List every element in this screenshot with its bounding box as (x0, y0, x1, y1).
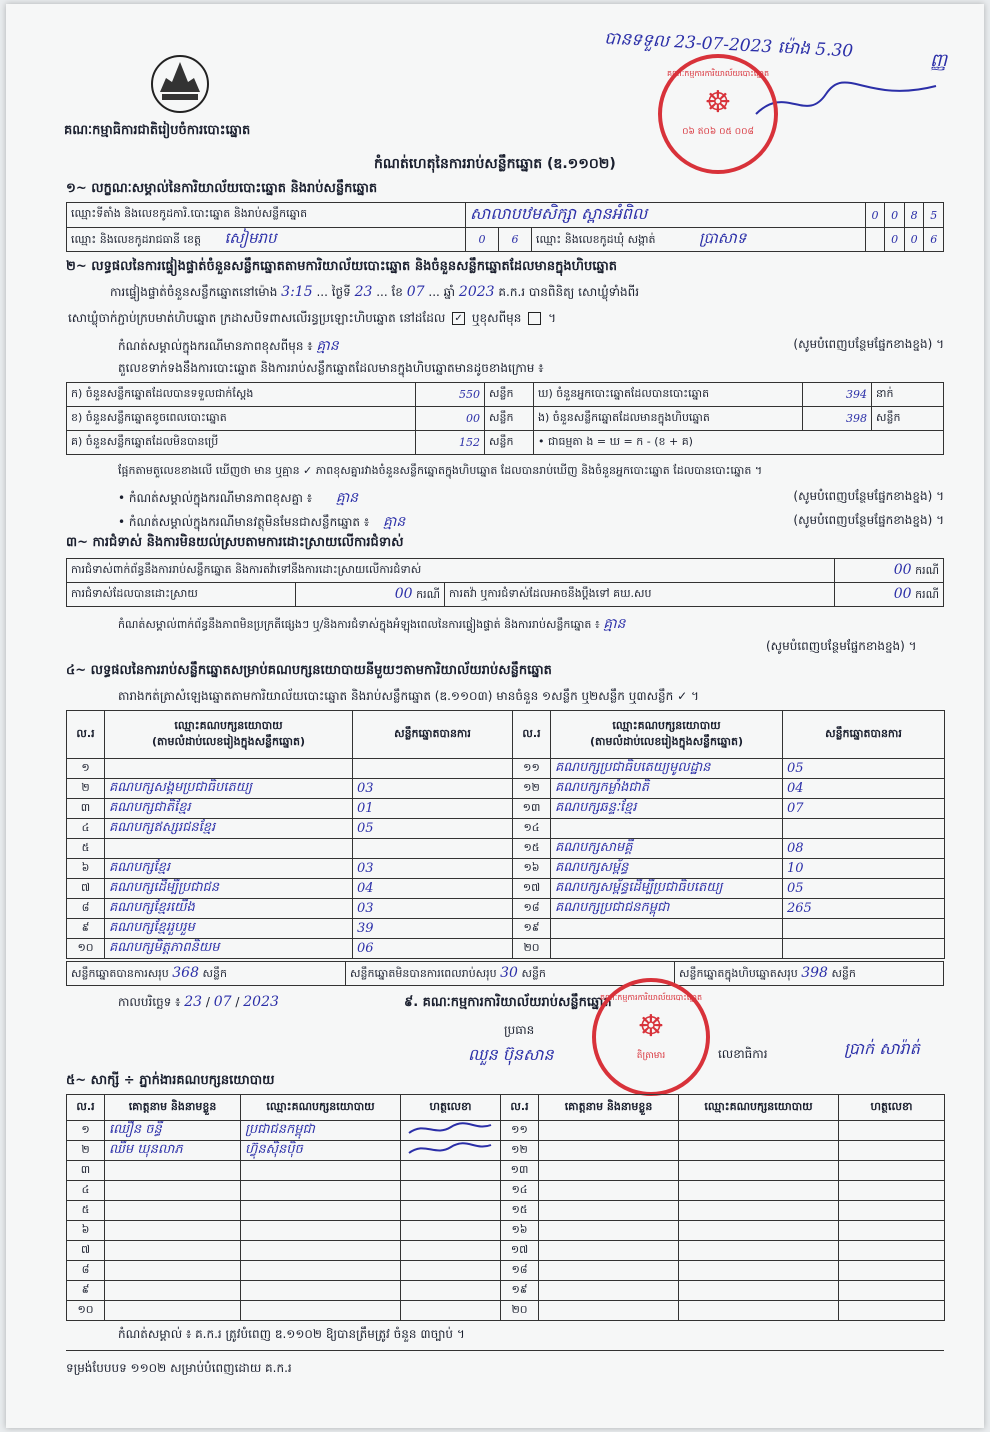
code-digit: 0 (904, 228, 924, 252)
code-digit: 5 (924, 203, 944, 228)
official-seal-top: គណៈកម្មការការិយាល័យបោះឆ្នោត ☸ ០៦ ឥ០៦ ០៥ ០០៨ (658, 54, 778, 174)
vote-count: 265 (783, 899, 945, 919)
witness-signature (839, 1261, 945, 1281)
section2-figures-table (66, 382, 944, 455)
w-col-party: ឈ្មោះគណបក្សនយោបាយ (679, 1095, 839, 1121)
col-party-header: ឈ្មោះគណបក្សនយោបាយ (តាមលំដាប់លេខរៀងក្នុងសន្លឹកឆ្នោត) (551, 711, 783, 759)
total-in-box: សន្លឹកឆ្នោតក្នុងហិបឆ្នោតសរុប 398 សន្លឹក (675, 962, 944, 986)
witness-signature (839, 1301, 945, 1321)
w-col-party: ឈ្មោះគណបក្សនយោបាយ (241, 1095, 401, 1121)
witness-party (679, 1181, 839, 1201)
vote-count: 03 (353, 779, 513, 799)
figure-unit: សន្លឹក (872, 407, 944, 431)
col-votes-header: សន្លឹកឆ្នោតបានការ (353, 711, 513, 759)
table-row (67, 1221, 945, 1241)
table-row (67, 799, 945, 819)
witness-party (679, 1121, 839, 1141)
code-digit: 8 (904, 203, 924, 228)
section2-line2: សោឃ្លុំចាក់ភ្ជាប់ក្របមាត់ហិបឆ្នោត ក្រដាសបិទពាសលើរន្ធប្រឡោះហិបឆ្នោត នៅដដែល ✓ ឬខុសពីមុន ។ (68, 311, 556, 325)
witness-name (539, 1241, 679, 1261)
witness-signature (401, 1141, 501, 1161)
party-name (551, 919, 783, 939)
party-name: គណបក្សខ្មែរយើង (105, 899, 353, 919)
result-date: កាលបរិច្ឆេទ ៖ 23 / 07 / 2023 (118, 994, 279, 1010)
row-number: ១៤ (513, 819, 551, 839)
witness-party (679, 1161, 839, 1181)
vote-count: 06 (353, 939, 513, 959)
vote-count: 07 (783, 799, 945, 819)
vote-count: 05 (783, 759, 945, 779)
witness-name (105, 1201, 241, 1221)
row-number: ១០ (67, 1301, 105, 1321)
figure-value: 550 (416, 383, 485, 407)
code-digit: 0 (885, 228, 905, 252)
section3-note-suffix: (សូមបំពេញបន្ថែមផ្នែកខាងខ្នង) ។ (766, 639, 917, 653)
vote-count (353, 839, 513, 859)
vote-count: 39 (353, 919, 513, 939)
code-digit: 0 (865, 203, 885, 228)
checkbox-same: ✓ (452, 312, 465, 325)
witness-party (241, 1221, 401, 1241)
table-row (67, 759, 945, 779)
row-number: ៨ (67, 1261, 105, 1281)
witness-name (539, 1301, 679, 1321)
row-number: ១៦ (513, 859, 551, 879)
row-number: ១៨ (513, 899, 551, 919)
vote-count (783, 819, 945, 839)
witness-party (241, 1181, 401, 1201)
row-number: ១៥ (501, 1201, 539, 1221)
witness-signature (839, 1201, 945, 1221)
party-name: គណបក្សខ្មែរ (105, 859, 353, 879)
row-number: ៣ (67, 1161, 105, 1181)
witness-name (105, 1301, 241, 1321)
row-number: ១៣ (501, 1161, 539, 1181)
figure-label: ឃ) ចំនួនអ្នកបោះឆ្នោតដែលបានបោះឆ្នោត (534, 383, 803, 407)
figure-value: 398 (803, 407, 872, 431)
vote-count: 03 (353, 899, 513, 919)
footer-note: កំណត់សម្គាល់ ៖ គ.ក.រ ត្រូវបំពេញ ឌ.១១០២ ឱ្យបានត្រឹមត្រូវ ចំនួន ៣ច្បាប់ ។ (118, 1327, 465, 1341)
row-number: ១៧ (513, 879, 551, 899)
witness-signature (839, 1281, 945, 1301)
witness-party (679, 1241, 839, 1261)
section2-title: ២~ លទ្ធផលនៃការផ្ទៀងផ្ទាត់ចំនួនសន្លឹកឆ្នោតតាមការិយាល័យបោះឆ្នោត និងចំនួនសន្លឹកឆ្នោតដែលមានក្នុងហិបឆ្នោត (66, 259, 617, 274)
section3-title: ៣~ ការជំទាស់ និងការមិនយល់ស្របតាមការដោះស្រាយលើការជំទាស់ (66, 535, 404, 550)
witness-name: ឈឿន ចន្ធី (105, 1121, 241, 1141)
party-name: គណបក្សខ្មែររួបរួម (105, 919, 353, 939)
witness-party (679, 1141, 839, 1161)
section2-line1: ការផ្ទៀងផ្ទាត់ចំនួនសន្លឹកឆ្នោតនៅម៉ោង 3:15 ... ថ្ងៃទី 23 ... ខែ 07 ... ឆ្នាំ 2023 គ.ក.រ បានពិនិត្យ សោឃ្លុំទាំងពីរ (110, 284, 640, 300)
row-number: ២ (67, 1141, 105, 1161)
form-title: កំណត់ហេតុនៃការរាប់សន្លឹកឆ្នោត (ឌ.១១០២) (374, 156, 616, 172)
figure-label: ក) ចំនួនសន្លឹកឆ្នោតដែលបានទទួលជាក់ស្តែង (67, 383, 416, 407)
vote-count: 01 (353, 799, 513, 819)
row-number: ១៣ (513, 799, 551, 819)
w-col-sig: ហត្ថលេខា (401, 1095, 501, 1121)
chair-label: ប្រធាន (504, 1023, 535, 1037)
witness-name (105, 1241, 241, 1261)
row-number: ៤ (67, 819, 105, 839)
witness-name (539, 1121, 679, 1141)
witness-signature (401, 1201, 501, 1221)
total-invalid: សន្លឹកឆ្នោតមិនបានការពេលរាប់សរុប 30 សន្លឹក (346, 962, 675, 986)
section2-line3: កំណត់សម្គាល់ក្នុងករណីមានភាពខុសពីមុន ៖ គ្មាន (សូមបំពេញបន្ថែមផ្នែកខាងខ្នង) ។ (118, 337, 944, 354)
code-digit: 0 (885, 203, 905, 228)
row-number: ៨ (67, 899, 105, 919)
section4-totals (66, 961, 944, 986)
witness-signature (401, 1221, 501, 1241)
formula-note: • ជាធម្មតា ង = ឃ = ក - (ខ + គ) (534, 431, 944, 455)
resolved-count: 00 ករណី (296, 583, 445, 607)
row-number: ១១ (501, 1121, 539, 1141)
row2-commune: ឈ្មោះ និងលេខកូដឃុំ សង្កាត់ ប្រាសាទ (532, 228, 866, 252)
row-number: ៩ (67, 919, 105, 939)
code-digit: 6 (924, 228, 944, 252)
table-row (67, 819, 945, 839)
party-name: គណបក្សសង្គមប្រជាធិបតេយ្យ (105, 779, 353, 799)
witness-signature (401, 1161, 501, 1181)
resolved-label: ការជំទាស់ដែលបានដោះស្រាយ (67, 583, 296, 607)
table-row (67, 1201, 945, 1221)
vote-count (783, 919, 945, 939)
vote-count: 04 (783, 779, 945, 799)
table-row (67, 1241, 945, 1261)
received-note: បានទទួល 23-07-2023 ម៉ោង 5.30 (603, 28, 854, 62)
figure-value: 152 (416, 431, 485, 455)
form-page (6, 4, 984, 1428)
witness-signature (839, 1161, 945, 1181)
witness-name (539, 1221, 679, 1241)
row1-label: ឈ្មោះទីតាំង និងលេខកូដការិ.បោះឆ្នោត និងរាប់សន្លឹកឆ្នោត (67, 203, 466, 228)
row-number: ១៩ (513, 919, 551, 939)
witness-party (241, 1241, 401, 1261)
witness-signature (401, 1301, 501, 1321)
row-number: ១៩ (501, 1281, 539, 1301)
party-name: គណបក្សសម្ព័ន្ធ (551, 859, 783, 879)
party-name: គណបក្សសាមគ្គី (551, 839, 783, 859)
witness-name (105, 1281, 241, 1301)
party-name (551, 819, 783, 839)
table-row (67, 1161, 945, 1181)
row-number: ៩ (67, 1281, 105, 1301)
section4-title: ៤~ លទ្ធផលនៃការរាប់សន្លឹកឆ្នោតសម្រាប់គណបក្សនយោបាយនីមួយៗតាមការិយាល័យរាប់សន្លឹកឆ្នោត (66, 663, 552, 678)
w-col-name: គោត្តនាម និងនាមខ្លួន (105, 1095, 241, 1121)
table-row (67, 1181, 945, 1201)
witness-name (539, 1261, 679, 1281)
table-row (67, 1141, 945, 1161)
witness-party: ប្រជាជនកម្ពុជា (241, 1121, 401, 1141)
row-number: ១៥ (513, 839, 551, 859)
figure-unit: សន្លឹក (485, 407, 534, 431)
section5-witness-table (66, 1094, 945, 1321)
section4-results-table (66, 710, 945, 959)
witness-name (105, 1161, 241, 1181)
section3-table (66, 558, 944, 607)
row-number: ៦ (67, 859, 105, 879)
row-number: ១ (67, 1121, 105, 1141)
row-number: ១៦ (501, 1221, 539, 1241)
witness-name (105, 1221, 241, 1241)
figure-unit: សន្លឹក (485, 383, 534, 407)
row-number: ៣ (67, 799, 105, 819)
section5-title: ៥~ សាក្សី ÷ ភ្នាក់ងារគណបក្សនយោបាយ (66, 1073, 275, 1088)
figure-label: គ) ចំនួនសន្លឹកឆ្នោតដែលមិនបានប្រើ (67, 431, 416, 455)
witness-party (679, 1261, 839, 1281)
witness-signature (401, 1241, 501, 1261)
table-row (67, 1261, 945, 1281)
w-col-no: ល.រ (67, 1095, 105, 1121)
checkbox-changed (528, 312, 541, 325)
total-valid: សន្លឹកឆ្នោតបានការសរុប 368 សន្លឹក (67, 962, 346, 986)
witness-party: ហ៊្វុនស៊ិនប៉ិច (241, 1141, 401, 1161)
witness-signature (839, 1181, 945, 1201)
figure-unit: នាក់ (872, 383, 944, 407)
witness-name (539, 1281, 679, 1301)
row-number: ២ (67, 779, 105, 799)
col-no-header: ល.រ (513, 711, 551, 759)
w-col-name: គោត្តនាម និងនាមខ្លួន (539, 1095, 679, 1121)
witness-name (539, 1141, 679, 1161)
witness-name (105, 1181, 241, 1201)
table-row (67, 1121, 945, 1141)
row-number: ១៤ (501, 1181, 539, 1201)
witness-name (105, 1261, 241, 1281)
table-row (67, 899, 945, 919)
witness-name: ឈឹម ឃុនលាភ (105, 1141, 241, 1161)
row1-value: សាលាបឋមសិក្សា ស្ពានអំពិល (470, 204, 648, 223)
compare-line: ផ្អែកតាមតួលេខខាងលើ ឃើញថា មាន ឬគ្មាន ✓ ភាពខុសគ្នារវាងចំនួនសន្លឹកឆ្នោតក្នុងហិបឆ្នោត ដែលបានរាប់ឃើញ និងចំនួនអ្នកបោះឆ្នោត ដែលបានបោះឆ្នោត ។ (118, 464, 763, 477)
row-number: ២០ (501, 1301, 539, 1321)
col-votes-header: សន្លឹកឆ្នោតបានការ (783, 711, 945, 759)
vote-count: 05 (353, 819, 513, 839)
angkor-emblem-icon (144, 48, 216, 118)
party-name: គណបក្សឆន្ទៈខ្មែរ (551, 799, 783, 819)
figure-unit: សន្លឹក (485, 431, 534, 455)
note1: • កំណត់សម្គាល់ក្នុងករណីមានភាពខុសគ្នា ៖ គ្មាន (សូមបំពេញបន្ថែមផ្នែកខាងខ្នង) ។ (118, 489, 944, 506)
witness-signature (401, 1261, 501, 1281)
w-col-no: ល.រ (501, 1095, 539, 1121)
secretary-signature: ប្រាក់ សារ៉ាត់ (844, 1039, 920, 1058)
chair-signature: ឈួន ប៊ុនសាន (468, 1045, 554, 1064)
row-number: ៧ (67, 879, 105, 899)
w-col-sig: ហត្ថលេខា (839, 1095, 945, 1121)
section2-line4: តួលេខទាក់ទងនឹងការបោះឆ្នោត និងការរាប់សន្លឹកឆ្នោតដែលមានក្នុងហិបឆ្នោតមានដូចខាងក្រោម ៖ (118, 361, 544, 375)
witness-name (539, 1201, 679, 1221)
section1-title: ១~ លក្ខណៈសម្គាល់នៃការិយាល័យបោះឆ្នោត និងរាប់សន្លឹកឆ្នោត (66, 181, 378, 196)
row-number: ១ (67, 759, 105, 779)
vote-count: 10 (783, 859, 945, 879)
witness-party (241, 1161, 401, 1181)
row-number: ៧ (67, 1241, 105, 1261)
vote-count (353, 759, 513, 779)
table-row (67, 839, 945, 859)
party-name (105, 839, 353, 859)
section1-table (66, 202, 944, 252)
code-digit: 0 (466, 228, 499, 252)
party-name: គណបក្សជាតិខ្មែរ (105, 799, 353, 819)
witness-party (679, 1201, 839, 1221)
vote-count: 08 (783, 839, 945, 859)
witness-name (539, 1161, 679, 1181)
section3-note: កំណត់សម្គាល់ពាក់ព័ន្ធនឹងភាពមិនប្រក្រតីផ្សេងៗ ឬ/និងការជំទាស់ក្នុងអំឡុងពេលនៃការផ្ទៀងផ្ទាត់ និងការរាប់សន្លឹកឆ្នោត ៖ គ្មាន (118, 616, 626, 632)
row2-label: ឈ្មោះ និងលេខកូដរាជធានី ខេត្ត សៀមរាប (67, 228, 466, 252)
witness-party (679, 1281, 839, 1301)
figure-value: 00 (416, 407, 485, 431)
official-seal-bottom: គណៈកម្មការការិយាល័យបោះឆ្នោត ☸ តិត្រាមារ (592, 978, 710, 1096)
table-row (67, 879, 945, 899)
party-name: គណបក្សឥស្សរជនខ្មែរ (105, 819, 353, 839)
objection-label: ការជំទាស់ពាក់ព័ន្ធនឹងការរាប់សន្លឹកឆ្នោត និងការតវ៉ាទៅនឹងការដោះស្រាយលើការជំទាស់ (67, 559, 835, 583)
party-name: គណបក្សមិត្តភាពនិយម (105, 939, 353, 959)
party-name (551, 939, 783, 959)
table-row (67, 779, 945, 799)
witness-signature (401, 1181, 501, 1201)
witness-signature (401, 1121, 501, 1141)
table-row (67, 919, 945, 939)
witness-name (539, 1181, 679, 1201)
row-number: ២០ (513, 939, 551, 959)
figure-value: 394 (803, 383, 872, 407)
witness-party (679, 1301, 839, 1321)
witness-party (241, 1301, 401, 1321)
row-number: ៦ (67, 1221, 105, 1241)
received-signature: ញ្ញ (930, 50, 948, 71)
row-number: ៥ (67, 1201, 105, 1221)
row-number: ១៨ (501, 1261, 539, 1281)
row-number: ១០ (67, 939, 105, 959)
party-name: គណបក្សប្រជាជនកម្ពុជា (551, 899, 783, 919)
witness-party (241, 1261, 401, 1281)
party-name: គណបក្សកម្លាំងជាតិ (551, 779, 783, 799)
row-number: ៤ (67, 1181, 105, 1201)
section4-intro: តារាងកត់ត្រាសំឡេងឆ្នោតតាមការិយាល័យបោះឆ្នោត និងរាប់សន្លឹកឆ្នោត (ឌ.១១០៣) មានចំនួន ១សន្លឹក ឬ២សន្លឹក ឬ៣សន្លឹក ✓ ។ (118, 689, 699, 703)
witness-signature (839, 1241, 945, 1261)
col-party-header: ឈ្មោះគណបក្សនយោបាយ (តាមលំដាប់លេខរៀងក្នុងសន្លឹកឆ្នោត) (105, 711, 353, 759)
objection-count: 00 ករណី (835, 559, 944, 583)
secretary-label: លេខាធិការ (718, 1047, 768, 1061)
witness-signature (839, 1221, 945, 1241)
figure-label: ង) ចំនួនសន្លឹកឆ្នោតដែលមានក្នុងហិបឆ្នោត (534, 407, 803, 431)
witness-party (679, 1221, 839, 1241)
note2: • កំណត់សម្គាល់ក្នុងករណីមានវត្ថុមិនមែនជាសន្លឹកឆ្នោត ៖ គ្មាន (សូមបំពេញបន្ថែមផ្នែកខាងខ្នង) ។ (118, 513, 944, 530)
complaint-count: 00 ករណី (835, 583, 944, 607)
witness-party (241, 1201, 401, 1221)
row-number: ១៧ (501, 1241, 539, 1261)
vote-count: 03 (353, 859, 513, 879)
row-number: ១២ (513, 779, 551, 799)
vote-count (783, 939, 945, 959)
table-row (67, 939, 945, 959)
party-name: គណបក្សសម្ព័ន្ធដើម្បីប្រជាធិបតេយ្យ (551, 879, 783, 899)
form-code: ទម្រង់បែបបទ ១១០២ សម្រាប់បំពេញដោយ គ.ក.រ (66, 1361, 292, 1375)
party-name (105, 759, 353, 779)
party-name: គណបក្សប្រជាធិបតេយ្យមូលដ្ឋាន (551, 759, 783, 779)
vote-count: 05 (783, 879, 945, 899)
row-number: ៥ (67, 839, 105, 859)
code-digit: 6 (499, 228, 532, 252)
table-row (67, 859, 945, 879)
witness-signature (839, 1141, 945, 1161)
col-no-header: ល.រ (67, 711, 105, 759)
party-name: គណបក្សដើម្បីប្រជាជន (105, 879, 353, 899)
table-row (67, 1281, 945, 1301)
witness-signature (401, 1281, 501, 1301)
row-number: ១១ (513, 759, 551, 779)
row-number: ១២ (501, 1141, 539, 1161)
table-row (67, 1301, 945, 1321)
figure-label: ខ) ចំនួនសន្លឹកឆ្នោតខូចពេលបោះឆ្នោត (67, 407, 416, 431)
commission-name: គណៈកម្មាធិការជាតិរៀបចំការបោះឆ្នោត (64, 123, 251, 138)
vote-count: 04 (353, 879, 513, 899)
commission-label: ៩. គណៈកម្មការការិយាល័យរាប់សន្លឹកឆ្នោត (404, 995, 612, 1010)
witness-signature (839, 1121, 945, 1141)
complaint-label: ការតវ៉ា ឬការជំទាស់ដែលអាចនឹងប្តឹងទៅ គឃ.សប (445, 583, 835, 607)
witness-party (241, 1281, 401, 1301)
